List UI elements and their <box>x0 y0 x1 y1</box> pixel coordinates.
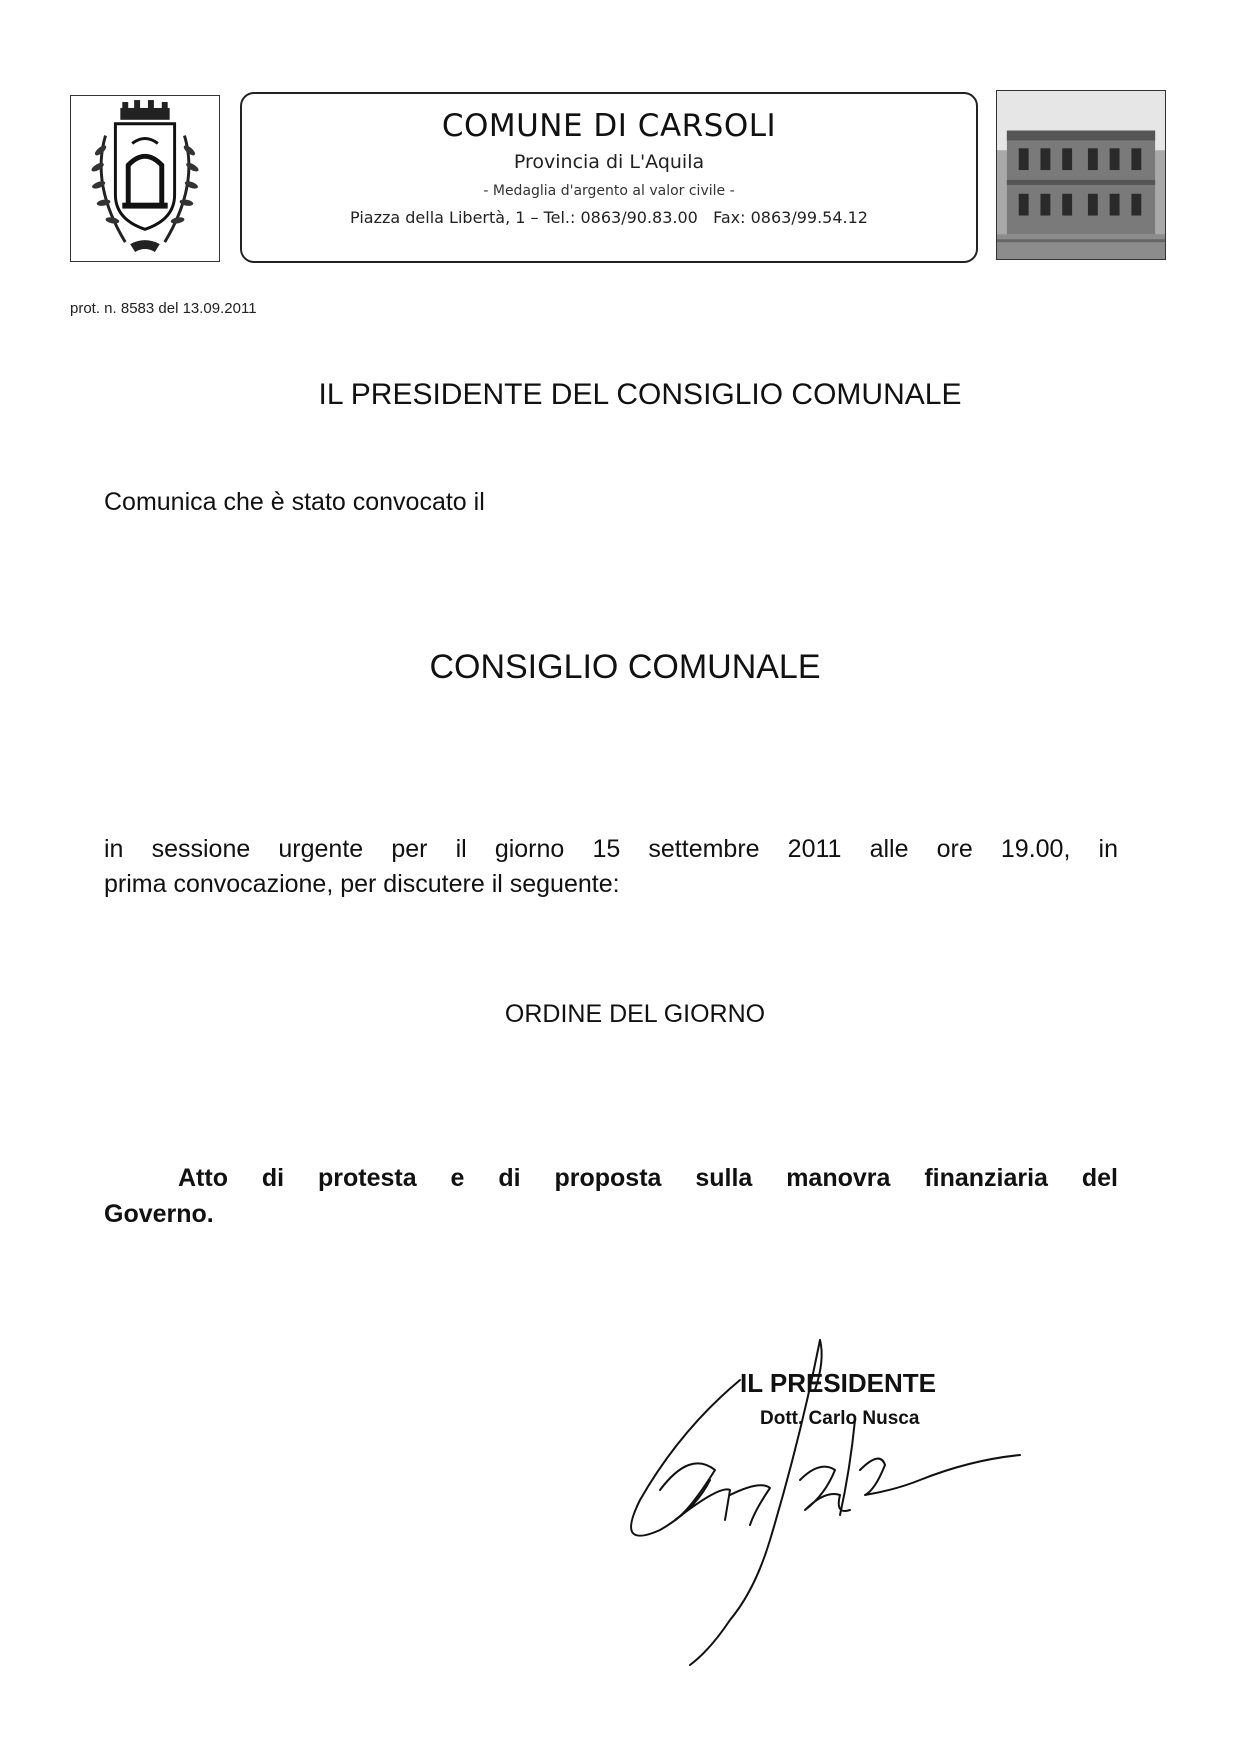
document-heading: IL PRESIDENTE DEL CONSIGLIO COMUNALE <box>318 378 962 411</box>
session-paragraph <box>104 832 1118 902</box>
contact-address: Piazza della Libertà, 1 – Tel.: 0863/90.83.00 Fax: 0863/99.54.12 <box>350 208 868 227</box>
agenda-item-line-1: Atto di protesta e di proposta sulla manovra finanziaria del <box>178 1164 1118 1192</box>
session-line-1: in sessione urgente per il giorno 15 settembre 2011 alle ore 19.00, in <box>104 835 1118 863</box>
agenda-item <box>104 1160 1118 1232</box>
protocol-number: prot. n. 8583 del 13.09.2011 <box>70 300 257 317</box>
municipality-name: COMUNE DI CARSOLI <box>441 108 777 144</box>
province-name: Provincia di L'Aquila <box>513 151 705 173</box>
intro-text: Comunica che è stato convocato il <box>104 488 485 516</box>
agenda-title: ORDINE DEL GIORNO <box>504 1000 766 1028</box>
council-title: CONSIGLIO COMUNALE <box>429 648 821 686</box>
president-name: Dott. Carlo Nusca <box>760 1408 920 1429</box>
agenda-item-line-2: Governo. <box>104 1200 214 1228</box>
town-hall-photo <box>996 90 1166 260</box>
municipal-crest-icon <box>70 95 220 262</box>
president-title: IL PRESIDENTE <box>740 1368 937 1398</box>
letterhead-box <box>240 92 978 263</box>
medal-note: - Medaglia d'argento al valor civile - <box>483 183 735 199</box>
session-line-2: prima convocazione, per discutere il seguente: <box>104 870 620 898</box>
